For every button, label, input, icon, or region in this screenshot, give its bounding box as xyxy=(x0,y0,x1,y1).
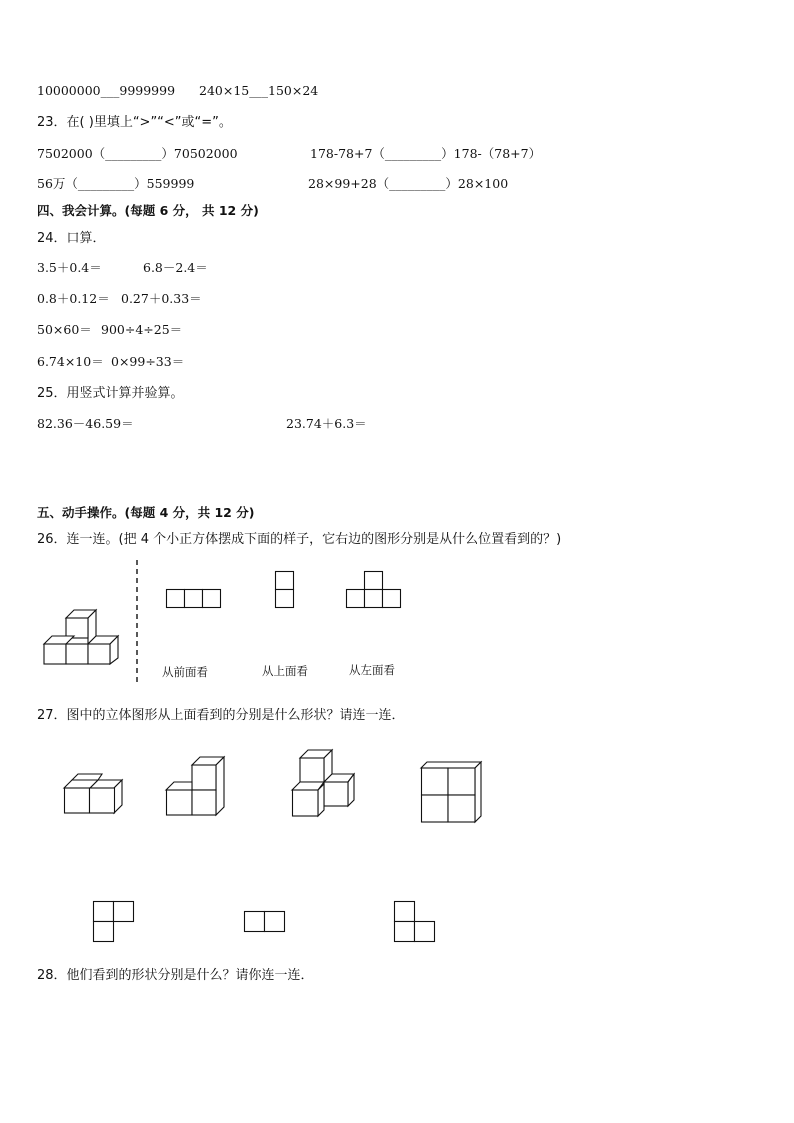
q24-title: 24．口算． xyxy=(37,231,106,246)
q24-item: 900÷4÷25＝ xyxy=(101,322,183,337)
q27-solid-4 xyxy=(421,762,483,824)
q26-label-front: 从前面看 xyxy=(162,665,208,679)
q24-item: 0.8＋0.12＝ xyxy=(37,291,110,306)
q27-top-view-3 xyxy=(394,901,438,945)
q24-item: 3.5＋0.4＝ xyxy=(37,260,102,275)
q26-label-left: 从左面看 xyxy=(349,663,395,677)
q23-title: 23．在( )里填上“>”“<”或“=”。 xyxy=(37,115,232,130)
q23-item-3: 56万（_________）559999 xyxy=(37,176,195,191)
q25-problem-1: 82.36－46.59＝ xyxy=(37,416,134,431)
q25-title: 25．用竖式计算并验算。 xyxy=(37,386,184,401)
q27-solid-3 xyxy=(292,750,358,822)
q27-top-view-2 xyxy=(244,911,288,935)
q26-label-top: 从上面看 xyxy=(262,664,308,678)
q24-item: 50×60＝ xyxy=(37,322,92,337)
q27-solid-1 xyxy=(64,770,130,814)
section-5-heading: 五、动手操作。(每题 4 分，共 12 分) xyxy=(37,505,255,520)
q27-title: 27．图中的立体图形从上面看到的分别是什么形状？请连一连． xyxy=(37,708,405,723)
q26-view-front xyxy=(166,589,222,609)
q26-title: 26．连一连。(把 4 个小正方体摆成下面的样子，它右边的图形分别是从什么位置看到的？) xyxy=(37,532,562,547)
q25-problem-2: 23.74＋6.3＝ xyxy=(286,416,367,431)
q22-compare-2: 240×15___150×24 xyxy=(199,83,319,98)
section-4-heading: 四、我会计算。(每题 6 分， 共 12 分) xyxy=(37,203,259,218)
q22-compare-1: 10000000___9999999 xyxy=(37,83,176,98)
q28-title: 28．他们看到的形状分别是什么？请你连一连． xyxy=(37,968,314,983)
q26-view-left xyxy=(346,571,402,609)
q26-cube-stack-figure xyxy=(44,606,128,666)
q27-solid-2 xyxy=(166,757,228,819)
q24-item: 6.74×10＝ xyxy=(37,354,104,369)
q24-item: 6.8－2.4＝ xyxy=(143,260,208,275)
q24-item: 0.27＋0.33＝ xyxy=(121,291,202,306)
q27-top-view-1 xyxy=(93,901,137,945)
q23-item-1: 7502000（_________）70502000 xyxy=(37,146,238,161)
q24-item: 0×99÷33＝ xyxy=(111,354,185,369)
q26-dashed-divider xyxy=(134,560,140,684)
q26-view-top xyxy=(275,571,295,609)
q23-item-4: 28×99+28（_________）28×100 xyxy=(308,176,509,191)
q23-item-2: 178-78+7（_________）178-（78+7） xyxy=(310,146,542,161)
